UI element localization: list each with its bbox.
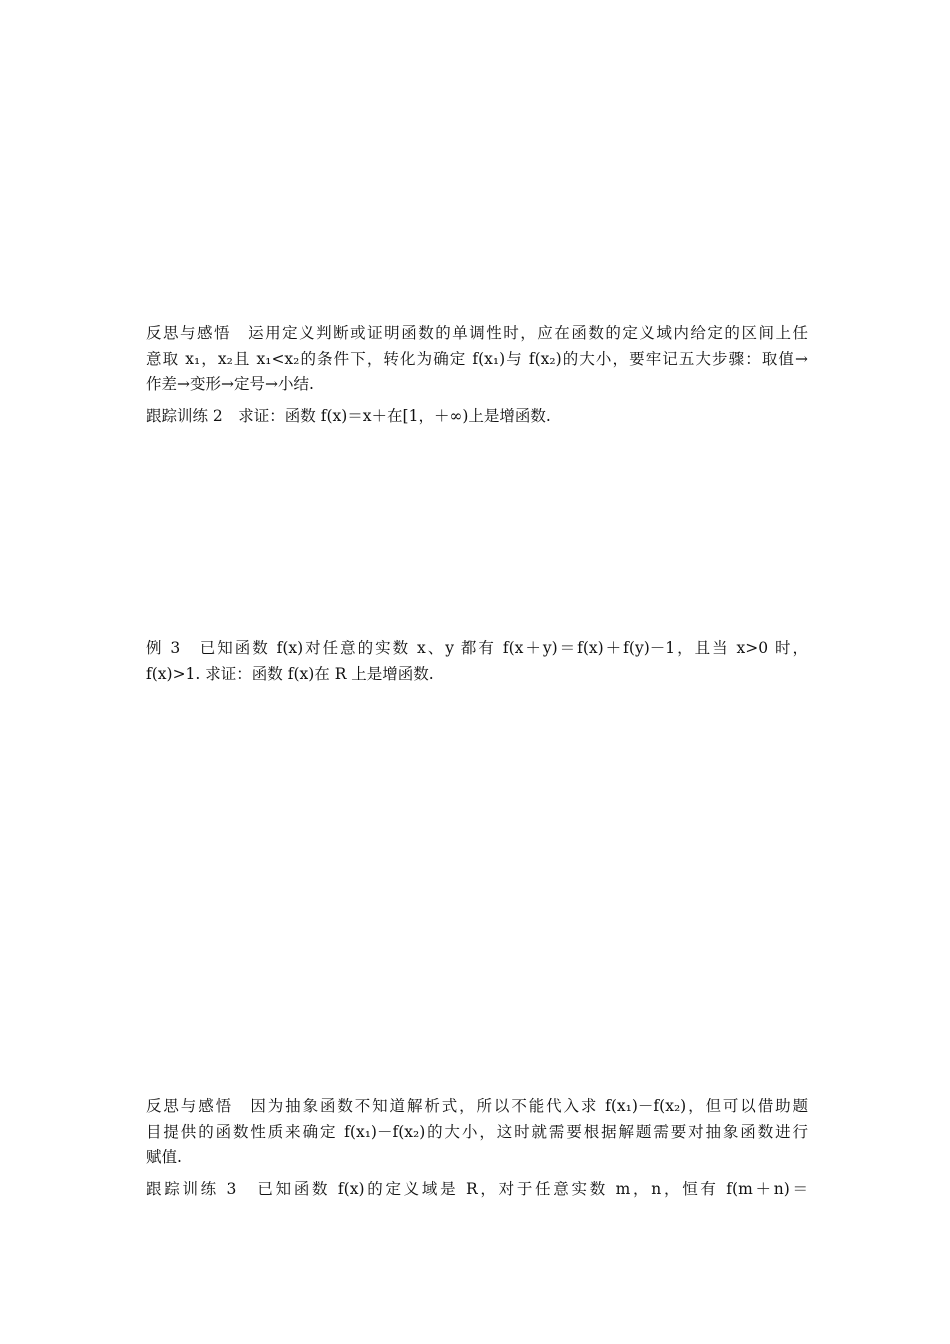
text-line: 意取 x₁，x₂且 x₁<x₂的条件下，转化为确定 f(x₁)与 f(x₂)的大小，要牢记五大步骤：取值→	[146, 349, 808, 368]
reflection-paragraph-2	[146, 1094, 808, 1171]
text-line: f(x)>1. 求证：函数 f(x)在 R 上是增函数.	[146, 664, 434, 683]
text-line: 例 3 已知函数 f(x)对任意的实数 x、y 都有 f(x＋y)＝f(x)＋f(y)－1，且当 x>0 时，	[146, 639, 808, 657]
practice-3-paragraph	[146, 1177, 808, 1203]
text-line: 反思与感悟 运用定义判断或证明函数的单调性时，应在函数的定义域内给定的区间上任	[146, 324, 808, 342]
text-line: 目提供的函数性质来确定 f(x₁)－f(x₂)的大小，这时就需要根据解题需要对抽象函数进行	[146, 1122, 808, 1141]
text-line: 跟踪训练 3 已知函数 f(x)的定义域是 R，对于任意实数 m，n，恒有 f(m＋n)＝	[146, 1180, 808, 1198]
example-3-paragraph	[146, 636, 808, 687]
text-line: 反思与感悟 因为抽象函数不知道解析式，所以不能代入求 f(x₁)－f(x₂)，但可以借助题	[146, 1097, 808, 1115]
reflection-paragraph-1	[146, 321, 808, 398]
practice-2-paragraph	[146, 404, 808, 430]
text-line: 赋值.	[146, 1148, 182, 1166]
text-line: 作差→变形→定号→小结.	[146, 375, 314, 393]
text-line: 跟踪训练 2 求证：函数 f(x)＝x＋在[1，＋∞)上是增函数.	[146, 407, 551, 425]
